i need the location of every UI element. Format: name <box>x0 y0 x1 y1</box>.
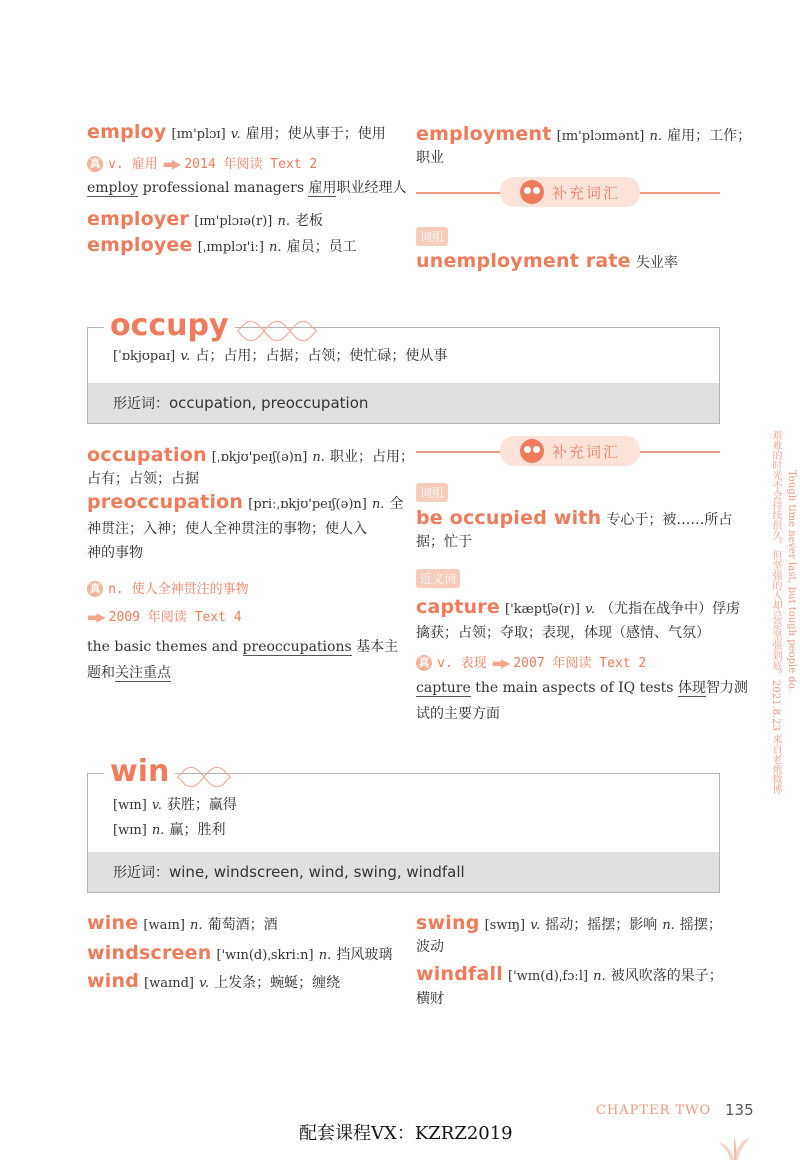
meaning: 老板 <box>295 213 324 229</box>
phonetic: [swɪŋ] <box>484 918 526 933</box>
entry-preoccupation <box>87 491 404 513</box>
headword: employ <box>87 121 167 143</box>
example-text: professional managers <box>138 180 309 196</box>
big-headword: win <box>104 754 175 789</box>
leaf-icon <box>236 316 264 344</box>
supplement-label: 补充词汇 <box>551 183 620 202</box>
exam-source: 2014 年阅读 Text 2 <box>184 157 318 172</box>
similar-list: occupation, preoccupation <box>169 394 369 412</box>
owl-icon <box>520 439 544 463</box>
leaf-icon <box>262 316 290 344</box>
word-box-win <box>87 773 720 893</box>
part-of-speech: n. <box>371 497 385 512</box>
phonetic: [wɪn] <box>113 823 147 838</box>
supplement-header <box>500 177 640 207</box>
headword: employee <box>87 234 193 256</box>
example-translation: 智力测 <box>705 680 748 696</box>
exam-source: 2009 年阅读 Text 4 <box>108 610 242 625</box>
phonetic: [ˌɒkjʊ'peɪʃ(ə)n] <box>211 450 308 465</box>
similar-words-bar <box>88 852 719 892</box>
phonetic: [wɪn] <box>113 798 147 813</box>
phonetic: [ɪm'plɔɪə(r)] <box>194 214 273 229</box>
meaning: 雇用；使从事于；使用 <box>245 126 386 142</box>
meaning-cont: 波动 <box>416 939 444 955</box>
phonetic: ['kæptʃə(r)] <box>505 602 580 617</box>
part-of-speech: n. <box>312 450 325 465</box>
meaning-cont: 神贯注；入神；使人全神贯注的事物；使人入 <box>87 521 367 537</box>
example-translation-cont: 试的主要方面 <box>416 706 500 722</box>
leaf-icon <box>177 762 205 790</box>
headword: wine <box>87 912 139 934</box>
entry-employer <box>87 208 323 230</box>
example-employ <box>87 177 406 197</box>
headword: preoccupation <box>87 491 244 513</box>
meaning: 职业；占用； <box>330 449 414 465</box>
synonym-label <box>416 568 460 588</box>
phonetic: [waɪnd] <box>144 976 194 991</box>
meaning-cont: 神的事物 <box>87 545 143 561</box>
part-of-speech: v. <box>530 918 541 933</box>
meaning: 葡萄酒；酒 <box>207 917 278 933</box>
exam-tag-employ <box>87 153 317 172</box>
example-keyword: preoccupations <box>242 639 352 655</box>
part-of-speech: n. <box>318 948 332 963</box>
example-keyword-zh: 体现 <box>677 680 706 696</box>
exam-source: 2007 年阅读 Text 2 <box>513 656 647 671</box>
entry-employee <box>87 234 357 256</box>
exam-tag-preoccupation <box>87 578 249 597</box>
similar-words <box>113 862 465 882</box>
headword: employer <box>87 208 190 230</box>
zhen-badge-icon: 真 <box>87 581 103 597</box>
entry-be-occupied-with <box>416 507 732 529</box>
entry-employment <box>416 123 751 145</box>
synonym-badge: 近义词 <box>416 569 460 588</box>
part-of-speech: v. <box>199 976 209 991</box>
headword: windscreen <box>87 942 212 964</box>
meaning: 挡风玻璃 <box>336 947 393 963</box>
meaning-cont: 职业 <box>416 150 444 166</box>
sidebar-quote-en <box>784 470 798 890</box>
sidebar-quote-en-text: Tough time never last, but tough people do. <box>786 470 797 692</box>
headword: be occupied with <box>416 507 602 529</box>
definition-row <box>113 794 237 814</box>
similar-label: 形近词： <box>113 865 169 881</box>
big-headword: occupy <box>104 308 235 343</box>
meaning: 上发条；蜿蜒；缠绕 <box>214 975 341 991</box>
example-preoccupation <box>87 636 398 656</box>
meaning: 失业率 <box>635 255 678 271</box>
definition-row <box>113 345 447 365</box>
meaning: 雇员；员工 <box>286 239 357 255</box>
owl-icon <box>520 180 544 204</box>
phrase-label <box>416 482 448 502</box>
similar-words <box>113 393 368 413</box>
grass-icon <box>714 1134 754 1160</box>
phonetic: [ɪm'plɔɪmənt] <box>556 129 645 144</box>
phonetic: [waɪn] <box>143 918 185 933</box>
example-keyword-zh: 关注重点 <box>115 665 171 681</box>
part-of-speech: n. <box>190 918 203 933</box>
supplement-header <box>500 436 640 466</box>
similar-list: wine, windscreen, wind, swing, windfall <box>169 863 465 881</box>
entry-wine <box>87 912 278 934</box>
entry-occupation <box>87 444 414 466</box>
meaning: 摇摆； <box>679 917 722 933</box>
entry-windfall <box>416 963 723 985</box>
zhen-badge-icon: 真 <box>87 156 103 172</box>
zhen-badge-icon: 真 <box>416 655 432 671</box>
meaning: 全 <box>389 496 404 512</box>
meaning-cont: 占有；占领；占据 <box>87 471 199 487</box>
meaning: （尤指在战争中）俘虏 <box>600 601 741 617</box>
headword: swing <box>416 912 480 934</box>
entry-unemployment-rate <box>416 250 678 272</box>
supplement-label: 补充词汇 <box>551 442 620 461</box>
part-of-speech: n. <box>593 969 606 984</box>
headword: unemployment rate <box>416 250 631 272</box>
example-translation: 题和 <box>87 665 115 681</box>
leaf-icon <box>288 316 316 344</box>
phonetic: ['wɪn(d)ˌfɔːl] <box>508 969 589 984</box>
definition-row <box>113 819 226 839</box>
meaning: 雇用；工作； <box>667 128 752 144</box>
meaning: 被风吹落的果子； <box>610 968 723 984</box>
part-of-speech: v. <box>180 349 191 364</box>
sidebar-quote <box>768 430 782 930</box>
example-keyword: employ <box>87 180 139 196</box>
exam-source-row <box>87 606 242 625</box>
similar-words-bar <box>88 383 719 423</box>
watermark: 配套课程VX：KZRZ2019 <box>299 1123 513 1144</box>
arrow-icon: ▬▶ <box>162 157 180 171</box>
part-of-speech: n. <box>662 918 675 933</box>
meaning: 获胜；赢得 <box>166 797 237 813</box>
meaning-cont: 据；忙于 <box>416 534 472 550</box>
part-of-speech: v. <box>585 602 596 617</box>
sidebar-quote-zh: 艰难的时光不会持续很久，但坚强的人却总是坚强到底。2021.8.23 来自老炮微博 <box>770 430 781 795</box>
entry-employ <box>87 121 386 143</box>
example-translation: 职业经理人 <box>336 180 407 196</box>
example-translation: 基本主 <box>351 639 399 655</box>
part-of-speech: n. <box>277 214 290 229</box>
meaning: 占；占用；占据；占领；使忙碌；使从事 <box>195 348 448 364</box>
title-occupy <box>104 308 313 343</box>
entry-swing <box>416 912 722 934</box>
meaning-cont: 擒获；占领；夺取；表现，体现（感情、气氛） <box>416 625 710 641</box>
example-keyword-zh: 雇用 <box>308 180 337 196</box>
exam-meaning: v. 表现 <box>437 656 487 671</box>
leaf-icon <box>203 762 231 790</box>
similar-label: 形近词： <box>113 396 169 412</box>
phonetic: [ɪm'plɔɪ] <box>171 127 226 142</box>
phrase-label <box>416 226 448 246</box>
arrow-icon: ▬▶ <box>491 656 509 670</box>
meaning: 摇动；摇摆；影响 <box>545 917 658 933</box>
phonetic: ['wɪn(d)ˌskriːn] <box>216 948 314 963</box>
exam-meaning: n. 使人全神贯注的事物 <box>108 582 249 597</box>
meaning-cont: 横财 <box>416 991 444 1007</box>
title-win <box>104 754 227 789</box>
phonetic: [ˌɪmplɔɪ'iː] <box>197 240 264 255</box>
exam-meaning: v. 雇用 <box>108 157 158 172</box>
part-of-speech: v. <box>151 798 162 813</box>
entry-wind <box>87 970 340 992</box>
headword: windfall <box>416 963 503 985</box>
phonetic: [ˈɒkjʊpaɪ] <box>113 349 176 364</box>
entry-windscreen <box>87 942 392 964</box>
part-of-speech: n. <box>649 129 662 144</box>
meaning: 赢；胜利 <box>169 822 226 838</box>
headword: employment <box>416 123 552 145</box>
headword: capture <box>416 596 500 618</box>
entry-capture <box>416 596 740 618</box>
example-capture <box>416 677 748 697</box>
example-keyword: capture <box>416 680 471 696</box>
part-of-speech: n. <box>269 240 282 255</box>
part-of-speech: v. <box>230 127 241 142</box>
arrow-icon: ▬▶ <box>87 610 104 624</box>
phrase-badge: 词组 <box>416 483 448 502</box>
headword: wind <box>87 970 139 992</box>
page-number: 135 <box>725 1101 754 1119</box>
exam-tag-capture <box>416 652 646 671</box>
example-text: the main aspects of IQ tests <box>470 680 678 696</box>
example-preoccupation-cont <box>87 662 171 682</box>
phrase-badge: 词组 <box>416 227 448 246</box>
example-text: the basic themes and <box>87 639 243 655</box>
part-of-speech: n. <box>151 823 165 838</box>
chapter-label: CHAPTER TWO <box>596 1103 712 1118</box>
headword: occupation <box>87 444 207 466</box>
meaning: 专心于；被……所占 <box>606 512 733 528</box>
phonetic: [priːˌɒkjʊ'peɪʃ(ə)n] <box>248 497 367 512</box>
